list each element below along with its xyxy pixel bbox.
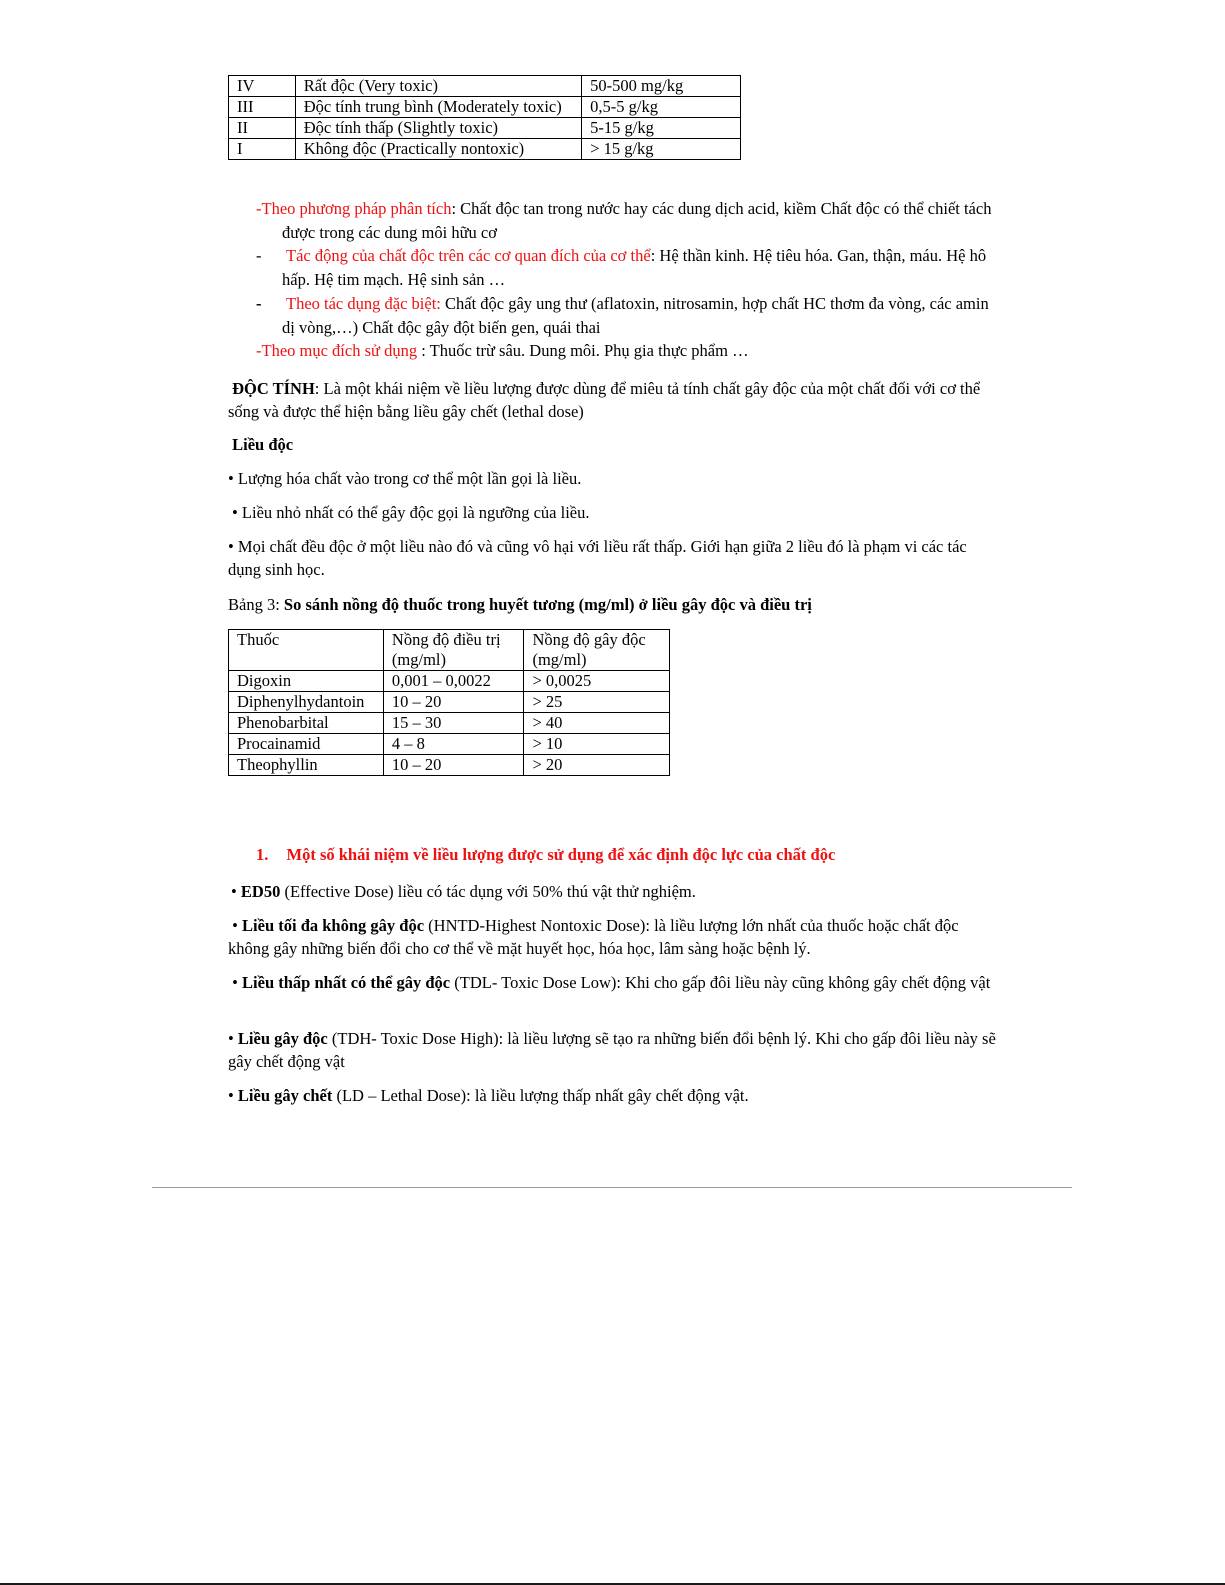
- lieu-doc-heading-text: Liều độc: [232, 435, 294, 454]
- classification-item-organs: [256, 244, 996, 291]
- lieu-doc-heading: [228, 433, 998, 456]
- classification-item-special: [256, 292, 996, 339]
- table-cell: Độc tính trung bình (Moderately toxic): [295, 97, 581, 118]
- table-cell: 50-500 mg/kg: [582, 76, 741, 97]
- drug-concentration-table: [228, 629, 670, 776]
- section-heading: [256, 843, 1016, 866]
- header-toxic: Nồng độ gây độc (mg/ml): [524, 630, 670, 671]
- classification-text: : Chất độc tan trong nước hay các dung dịch acid, kiềm Chất độc có thể chiết tách được trong các dung môi hữu cơ: [282, 199, 992, 242]
- table3-caption-title: So sánh nồng độ thuốc trong huyết tương (mg/ml) ở liều gây độc và điều trị: [283, 595, 812, 614]
- classification-text: : Thuốc trừ sâu. Dung môi. Phụ gia thực phẩm …: [417, 341, 749, 360]
- table-cell: Không độc (Practically nontoxic): [295, 139, 581, 160]
- table-cell: > 0,0025: [524, 671, 670, 692]
- concept-text: (LD – Lethal Dose): là liều lượng thấp nhất gây chết động vật.: [332, 1086, 749, 1105]
- concept-text: (TDH- Toxic Dose High): là liều lượng sẽ tạo ra những biến đổi bệnh lý. Khi cho gấp đôi liều này sẽ gây chết động vật: [228, 1029, 996, 1071]
- concept-term: Liều gây chết: [237, 1086, 333, 1105]
- concept-text: (HNTD-Highest Nontoxic Dose): là liều lượng lớn nhất của thuốc hoặc chất độc không gây những biến đổi cho cơ thể về mặt huyết học, hóa học, lâm sàng hoặc bệnh lý.: [228, 916, 959, 958]
- concept-term: ED50: [240, 882, 281, 901]
- table-cell: > 25: [524, 692, 670, 713]
- table-cell: 0,001 – 0,0022: [383, 671, 524, 692]
- classification-label: Tác động của chất độc trên các cơ quan đích của cơ thể: [286, 246, 651, 265]
- table-cell: 5-15 g/kg: [582, 118, 741, 139]
- concept-tdh: [228, 1027, 998, 1073]
- concept-term: Liều thấp nhất có thể gây độc: [242, 973, 451, 992]
- table-row: [229, 139, 741, 160]
- toxicity-class-table: [228, 75, 741, 160]
- doc-tinh-term: ĐỘC TÍNH: [232, 379, 315, 398]
- table-cell: Độc tính thấp (Slightly toxic): [295, 118, 581, 139]
- table-cell: Procainamid: [229, 734, 384, 755]
- bullet: •: [232, 973, 243, 992]
- bullet: •: [231, 882, 241, 901]
- classification-label: -Theo phương pháp phân tích: [256, 199, 452, 218]
- table-row: [229, 671, 670, 692]
- table-cell: > 40: [524, 713, 670, 734]
- table-cell: 0,5-5 g/kg: [582, 97, 741, 118]
- table-cell: > 15 g/kg: [582, 139, 741, 160]
- lieu-doc-p3: • Mọi chất đều độc ở một liều nào đó và cũng vô hại với liều rất thấp. Giới hạn giữa 2 liều đó là phạm vi các tác dụng sinh học.: [228, 537, 967, 579]
- list-dash: -: [256, 294, 262, 313]
- table3-caption-prefix: Bảng 3:: [228, 595, 284, 614]
- bullet: •: [228, 1086, 238, 1105]
- table-row: [229, 734, 670, 755]
- table-cell: Diphenylhydantoin: [229, 692, 384, 713]
- section-number: 1.: [256, 845, 269, 864]
- table-row: [229, 97, 741, 118]
- concept-term: Liều tối đa không gây độc: [242, 916, 425, 935]
- concept-hntd: [228, 914, 998, 960]
- table-row: [229, 713, 670, 734]
- classification-label: Theo tác dụng đặc biệt:: [286, 294, 441, 313]
- table-header-row: [229, 630, 670, 671]
- concept-term: Liều gây độc: [237, 1029, 328, 1048]
- lieu-doc-p1: • Lượng hóa chất vào trong cơ thể một lần gọi là liều.: [228, 469, 582, 488]
- concept-ed50: [231, 880, 1001, 903]
- table-row: [229, 755, 670, 776]
- table-cell: IV: [229, 76, 296, 97]
- toxicity-table-body: [229, 76, 741, 160]
- table-cell: Digoxin: [229, 671, 384, 692]
- concept-ld: [228, 1084, 998, 1107]
- table-cell: 4 – 8: [383, 734, 524, 755]
- table-cell: II: [229, 118, 296, 139]
- header-drug: Thuốc: [229, 630, 384, 671]
- classification-text: : Hệ thần kinh. Hệ tiêu hóa. Gan, thận, máu. Hệ hô hấp. Hệ tim mạch. Hệ sinh sản …: [282, 246, 987, 289]
- list-dash: -: [256, 246, 262, 265]
- concept-text: (Effective Dose) liều có tác dụng với 50% thú vật thử nghiệm.: [280, 882, 696, 901]
- classification-text: Chất độc gây ung thư (aflatoxin, nitrosamin, hợp chất HC thơm đa vòng, các amin dị vòng,…) Chất độc gây đột biến gen, quái thai: [282, 294, 989, 337]
- table-cell: 15 – 30: [383, 713, 524, 734]
- table-cell: III: [229, 97, 296, 118]
- page-separator: [152, 1187, 1072, 1188]
- doc-tinh-text: : Là một khái niệm về liều lượng được dùng để miêu tả tính chất gây độc của một chất đối với cơ thể sống và được thể hiện bằng liều gây chết (lethal dose): [228, 379, 981, 421]
- classification-item-analysis: [256, 197, 1022, 244]
- concept-text: (TDL- Toxic Dose Low): Khi cho gấp đôi liều này cũng không gây chết động vật: [450, 973, 991, 992]
- doc-tinh-definition: [228, 377, 988, 423]
- table-row: [229, 76, 741, 97]
- bullet: •: [228, 1029, 238, 1048]
- lieu-doc-p2: • Liều nhỏ nhất có thể gây độc gọi là ngưỡng của liều.: [232, 503, 590, 522]
- drug-table-body: [229, 671, 670, 776]
- table-row: [229, 692, 670, 713]
- table-row: [229, 118, 741, 139]
- table3-caption: [228, 593, 998, 616]
- table-cell: > 20: [524, 755, 670, 776]
- bullet: •: [232, 916, 243, 935]
- header-therapeutic: Nồng độ điều trị (mg/ml): [383, 630, 524, 671]
- table-cell: 10 – 20: [383, 755, 524, 776]
- classification-label: -Theo mục đích sử dụng: [256, 341, 418, 360]
- table-cell: Phenobarbital: [229, 713, 384, 734]
- table-cell: > 10: [524, 734, 670, 755]
- table-cell: 10 – 20: [383, 692, 524, 713]
- table-cell: I: [229, 139, 296, 160]
- concept-tdl: [228, 971, 998, 994]
- table-cell: Rất độc (Very toxic): [295, 76, 581, 97]
- classification-item-purpose: [256, 339, 996, 363]
- table-cell: Theophyllin: [229, 755, 384, 776]
- section-title: Một số khái niệm về liều lượng được sử dụng để xác định độc lực của chất độc: [286, 845, 836, 864]
